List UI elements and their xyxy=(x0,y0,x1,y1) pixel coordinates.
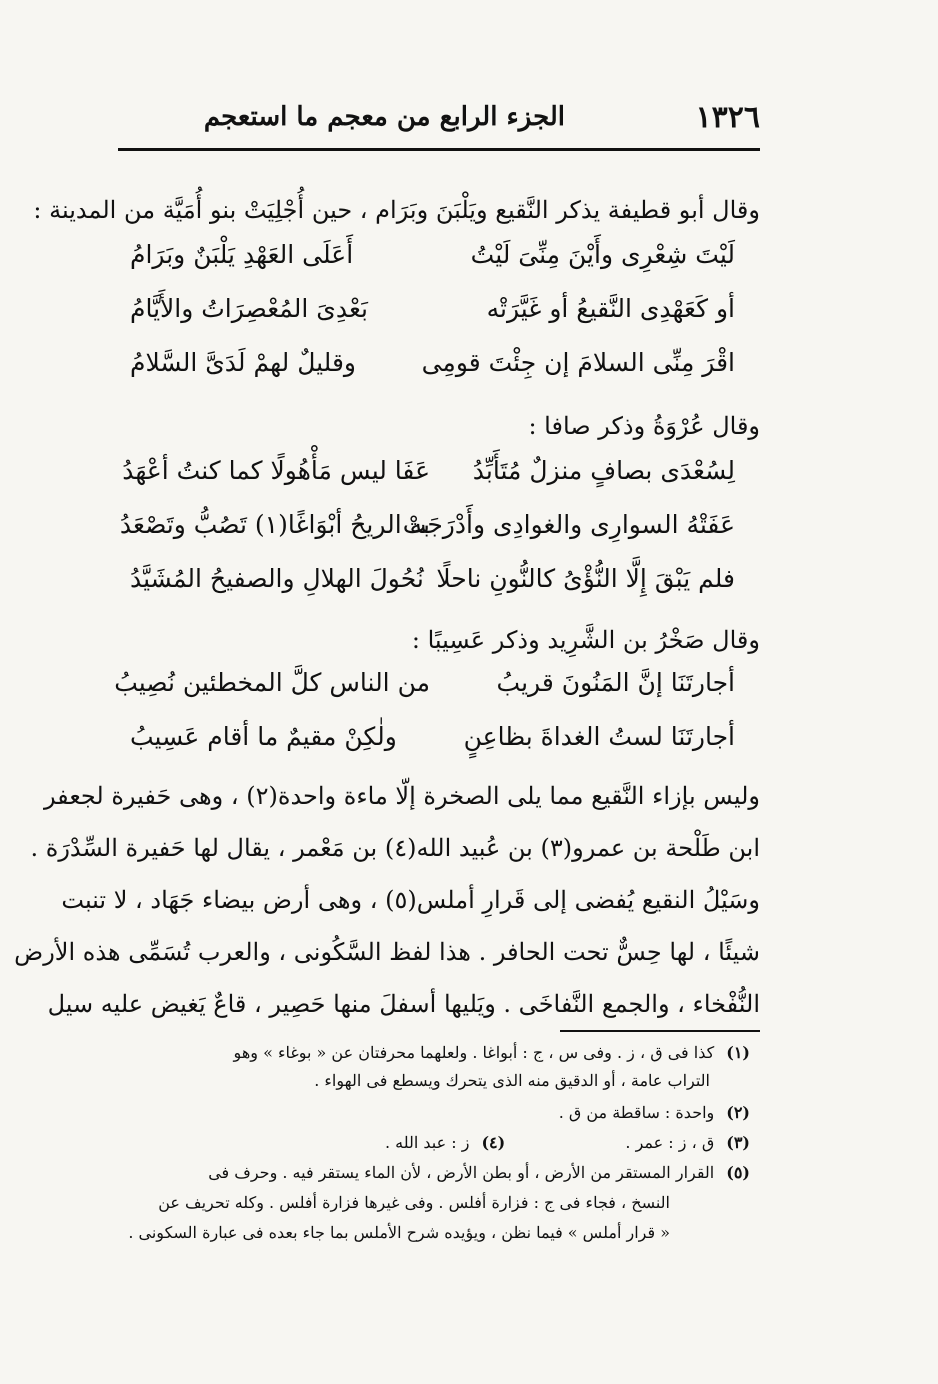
footnote-1 xyxy=(110,1040,750,1066)
verse-line xyxy=(130,294,735,344)
verse-second-hemistich: ولٰكِنْ مقيمٌ ما أقام عَسِيبُ xyxy=(130,722,397,751)
verse-first-hemistich: أجارتَنَا لستُ الغداةَ بظاعِنٍ xyxy=(463,722,735,751)
verse-second-hemistich: وقليلٌ لهمْ لَدَىَّ السَّلامُ xyxy=(130,348,356,377)
verse-line xyxy=(122,456,735,506)
footnote-number: (٢) xyxy=(726,1103,750,1122)
verse-second-hemistich: به الريحُ أبْوَاغًا(١) تَصُبُّ وتَصْعَدُ xyxy=(119,510,430,539)
intro-text: وقال صَخْرُ بن الشَّرِيد وذكر عَسِيبًا : xyxy=(411,626,760,654)
verse-second-hemistich: بَعْدِىَ المُعْصِرَاتُ والأَيَّامُ xyxy=(130,294,368,323)
verse-line xyxy=(119,510,735,560)
verse-first-hemistich: لِسُعْدَى بصافٍ منزلٌ مُتَأَبِّدُ xyxy=(472,456,735,485)
verse-line xyxy=(130,722,735,772)
footnote-rule xyxy=(560,1030,760,1032)
paragraph-line: وسَيْلُ النقيع يُفضى إلى قَرارِ أملس(٥) ، وهى أرض بيضاء جَهَاد ، لا تنبت xyxy=(61,886,760,914)
footnote-number: (٤) xyxy=(481,1133,506,1152)
intro-text: وقال أبو قطيفة يذكر النَّقيع ويَلْبَنَ وبَرَام ، حين أُجْلِيَتْ بنو أُمَيَّة من المدينة : xyxy=(33,196,760,224)
footnote-text: ز : عبد الله . xyxy=(384,1133,470,1152)
footnote-1-continued: التراب عامة ، أو الدقيق منه الذى يتحرك ويسطع فى الهواء . xyxy=(314,1071,710,1090)
verse-second-hemistich: نُحُولَ الهلالِ والصفيحُ المُشَيَّدُ xyxy=(130,564,424,593)
verse-first-hemistich: أجارتَنَا إنَّ المَنُونَ قريبُ xyxy=(496,668,735,697)
footnote-5-continued: « قرار أملس » فيما نظن ، ويؤيده شرح الأملس بما جاء بعده فى عبارة السكونى . xyxy=(128,1223,670,1242)
verse-line xyxy=(130,240,735,290)
footnote-number: (٣) xyxy=(726,1133,750,1152)
footnote-number: (٥) xyxy=(726,1163,750,1182)
footnote-5 xyxy=(110,1160,750,1186)
footnote-2 xyxy=(110,1100,750,1126)
paragraph-line: النُّفْخاء ، والجمع النَّفاخَى . ويَليها أسفلَ منها حَصِير ، قاعٌ يَغيض عليه سيل xyxy=(47,990,760,1018)
verse-first-hemistich: لَيْتَ شِعْرِى وأَيْنَ مِنِّىَ لَيْتُ xyxy=(470,240,735,269)
paragraph-line: ابن طَلْحة بن عمرو(٣) بن عُبيد الله(٤) بن مَعْمر ، يقال لها حَفيرة السِّدْرَة . xyxy=(30,834,760,862)
verse-second-hemistich: عَفَا ليس مَأْهُولًا كما كنتُ أعْهَدُ xyxy=(122,456,430,485)
verse-line xyxy=(130,564,735,614)
page-number: ١٣٢٦ xyxy=(695,100,760,135)
running-title: الجزء الرابع من معجم ما استعجم xyxy=(203,102,565,132)
verse-first-hemistich: أو كَعَهْدِى النَّقيعُ أو غَيَّرَتْه xyxy=(486,294,735,323)
verse-second-hemistich: من الناس كلَّ المخطئين نُصِيبُ xyxy=(114,668,430,697)
verse-second-hemistich: أَعَلَى العَهْدِ يَلْبَنٌ وبَرَامُ xyxy=(130,240,354,269)
footnote-5-continued: النسخ ، فجاء فى ج : فزارة أفلس . وفى غيرها فزارة أفلس . وكله تحريف عن xyxy=(158,1193,670,1212)
footnote-text: كذا فى ق ، ز . وفى س ، ج : أبواغا . ولعلهما محرفتان عن « بوغاء » وهو xyxy=(233,1043,715,1062)
footnote-text: واحدة : ساقطة من ق . xyxy=(558,1103,715,1122)
verse-line xyxy=(114,668,735,718)
paragraph-line: وليس بإزاء النَّقيع مما يلى الصخرة إلّا ماءة واحدة(٢) ، وهى حَفيرة لجعفر xyxy=(43,782,760,810)
page-header xyxy=(118,100,760,142)
footnote-number: (١) xyxy=(726,1043,750,1062)
verse-first-hemistich: اقْرَ مِنِّى السلامَ إن جِئْتَ قومِى xyxy=(421,348,735,377)
header-rule xyxy=(118,148,760,151)
paragraph-line: شيئًا ، لها حِسٌّ تحت الحافر . هذا لفظ السَّكُونى ، والعرب تُسَمِّى هذه الأرض xyxy=(14,938,760,966)
footnote-text: ق ، ز : عمر . xyxy=(625,1133,715,1152)
verse-first-hemistich: فلم يَبْقَ إِلَّا النُّؤْىُ كالنُّونِ ناحلًا xyxy=(436,564,735,593)
verse-line xyxy=(130,348,735,398)
footnote-text: القرار المستقر من الأرض ، أو بطن الأرض ، لأن الماء يستقر فيه . وحرف فى xyxy=(208,1163,715,1182)
footnote-3-4 xyxy=(110,1130,750,1156)
intro-text: وقال عُرْوَةُ وذكر صافا : xyxy=(528,412,760,440)
verse-first-hemistich: عَفَتْهُ السوارِى والغوادِى وأَدْرَجَتْ xyxy=(402,510,735,539)
